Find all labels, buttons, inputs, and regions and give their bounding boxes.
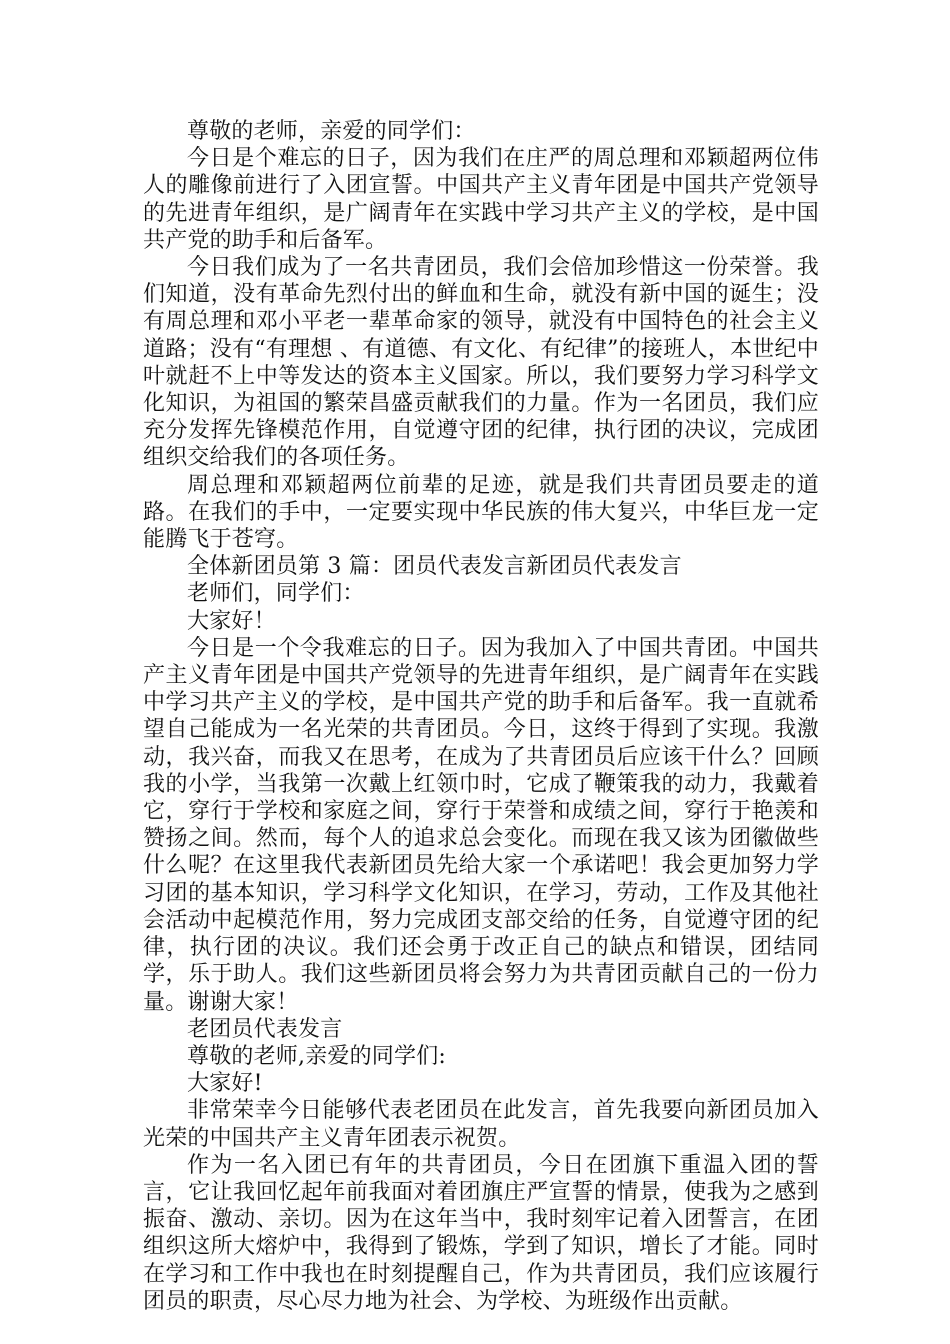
paragraph-body: 今日是个难忘的日子，因为我们在庄严的周总理和邓颖超两位伟人的雕像前进行了入团宣誓。中国共产主义青年团是中国共产党领导的先进青年组织，是广阔青年在实践中学习共产主义的学校，是中国共产党的助手和后备军。 — [143, 146, 819, 253]
paragraph-body: 非常荣幸今日能够代表老团员在此发言，首先我要向新团员加入光荣的中国共产主义青年团表示祝贺。 — [143, 1098, 819, 1151]
paragraph-greeting: 大家好! — [187, 1071, 263, 1097]
paragraph-greeting: 尊敬的老师，亲爱的同学们： — [187, 119, 476, 144]
section-heading: 全体新团员第 3 篇：团员代表发言新团员代表发言 — [187, 554, 682, 580]
paragraph-body: 周总理和邓颖超两位前辈的足迹，就是我们共青团员要走的道路。在我们的手中，一定要实现中华民族的伟大复兴，中华巨龙一定能腾飞于苍穹。 — [143, 472, 819, 553]
paragraph-body: 今日是一个令我难忘的日子。因为我加入了中国共青团。中国共产主义青年团是中国共产党领导的先进青年组织，是广阔青年在实践中学习共产主义的学校，是中国共产党的助手和后备军。我一直就希望自己能成为一名光荣的共青团员。今日，这终于得到了实现。我激动，我兴奋，而我又在思考，在成为了共青团员后应该干什么？回顾我的小学，当我第一次戴上红领巾时，它成了鞭策我的动力，我戴着它，穿行于学校和家庭之间，穿行于荣誉和成绩之间，穿行于艳羡和赞扬之间。然而，每个人的追求总会变化。而现在我又该为团徽做些什么呢？在这里我代表新团员先给大家一个承诺吧！我会更加努力学习团的基本知识，学习科学文化知识，在学习，劳动，工作及其他社会活动中起模范作用，努力完成团支部交给的任务，自觉遵守团的纪律，执行团的决议。我们还会勇于改正自己的缺点和错误，团结同学，乐于助人。我们这些新团员将会努力为共青团贡献自己的一份力量。谢谢大家！ — [143, 635, 819, 1015]
paragraph-greeting: 老师们，同学们： — [187, 581, 365, 607]
paragraph-greeting: 尊敬的老师,亲爱的同学们: — [187, 1043, 447, 1069]
paragraph-body: 作为一名入团已有年的共青团员，今日在团旗下重温入团的誓言，它让我回忆起年前我面对着团旗庄严宣誓的情景，使我为之感到振奋、激动、亲切。因为在这年当中，我时刻牢记着入团誓言，在团组织这所大熔炉中，我得到了锻炼，学到了知识，增长了才能。同时在学习和工作中我也在时刻提醒自己，作为共青团员，我们应该履行团员的职责，尽心尽力地为社会、为学校、为班级作出贡献。 — [143, 1152, 819, 1314]
paragraph-body: 今日我们成为了一名共青团员，我们会倍加珍惜这一份荣誉。我们知道，没有革命先烈付出的鲜血和生命，就没有新中国的诞生；没有周总理和邓小平老一辈革命家的领导，就没有中国特色的社会主义道路；没有“有理想 、有道德、有文化、有纪律”的接班人，本世纪中叶就赶不上中等发达的资本主义国家。所以，我们要努力学习科学文化知识，为祖国的繁荣昌盛贡献我们的力量。作为一名团员，我们应充分发挥先锋模范作用，自觉遵守团的纪律，执行团的决议，完成团组织交给我们的各项任务。 — [143, 255, 819, 471]
section-heading: 老团员代表发言 — [187, 1016, 343, 1042]
document-body — [143, 118, 819, 1315]
paragraph-greeting: 大家好！ — [187, 608, 276, 634]
